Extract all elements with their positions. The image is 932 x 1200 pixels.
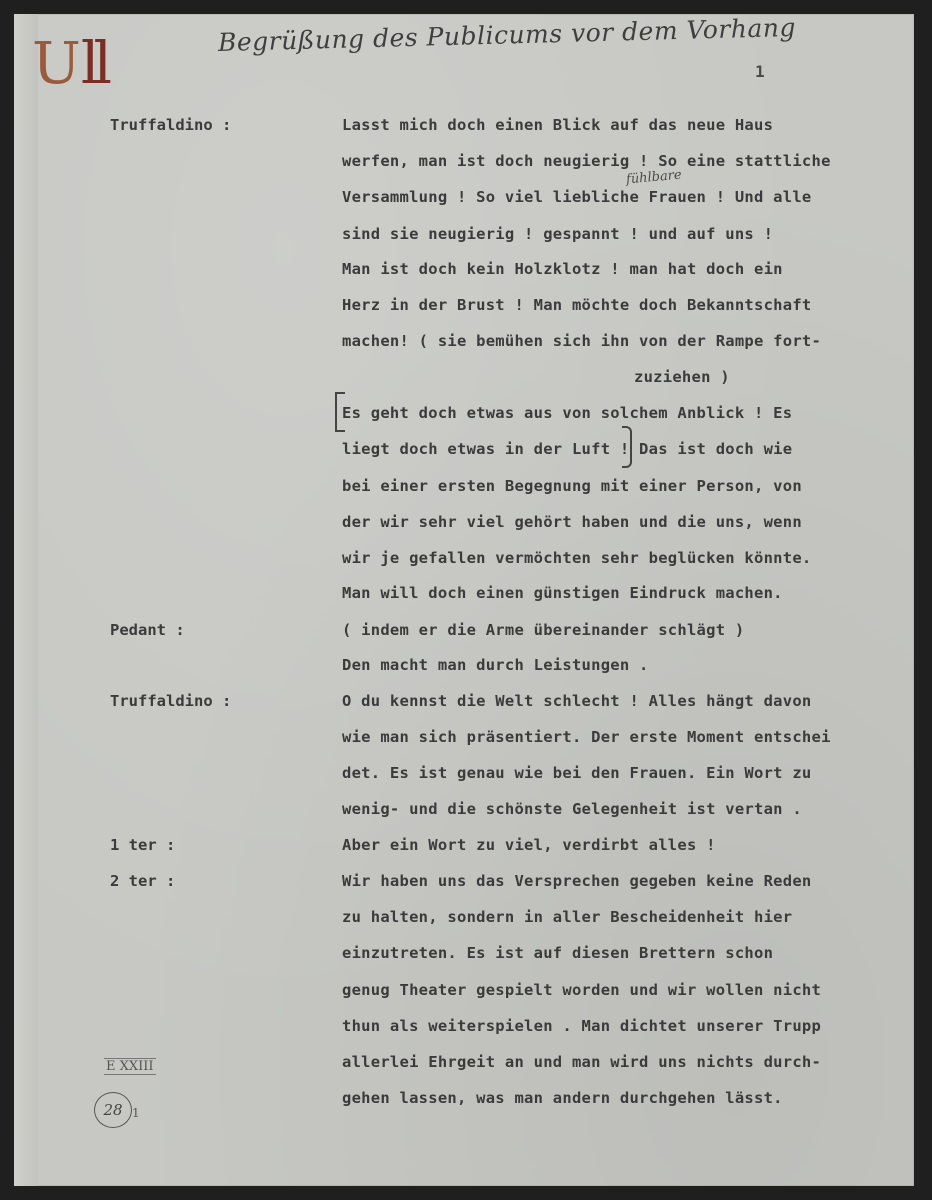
script-line <box>0 800 932 830</box>
script-line <box>0 692 932 722</box>
script-line <box>0 621 932 651</box>
script-line <box>0 728 932 758</box>
dialogue-text: Den macht man durch Leistungen . <box>342 656 649 674</box>
script-line <box>0 368 932 398</box>
dialogue-text: einzutreten. Es ist auf diesen Brettern schon <box>342 944 774 962</box>
dialogue-text: det. Es ist genau wie bei den Frauen. Ein Wort zu <box>342 764 812 782</box>
dialogue-text: gehen lassen, was man andern durchgehen lässt. <box>342 1089 783 1107</box>
speaker-label: Truffaldino : <box>110 116 232 134</box>
folio-subnumber: 1 <box>132 1106 140 1120</box>
dialogue-text: Lasst mich doch einen Blick auf das neue Haus <box>342 116 774 134</box>
dialogue-text: Man will doch einen günstigen Eindruck machen. <box>342 584 783 602</box>
script-line <box>0 1089 932 1119</box>
dialogue-text: zuziehen ) <box>634 368 730 386</box>
script-line <box>0 584 932 614</box>
script-line <box>0 513 932 543</box>
script-line <box>0 944 932 974</box>
script-line <box>0 260 932 290</box>
dialogue-text: thun als weiterspielen . Man dichtet unserer Trupp <box>342 1017 822 1035</box>
script-line <box>0 188 932 218</box>
script-line <box>0 1017 932 1047</box>
margin-handwritten-mark <box>32 29 106 97</box>
script-line <box>0 477 932 507</box>
script-line <box>0 549 932 579</box>
dialogue-text: Es geht doch etwas aus von solchem Anblick ! Es <box>342 404 793 422</box>
interlinear-correction: fühlbare <box>625 167 683 188</box>
script-line <box>0 440 932 470</box>
margin-mark-bars: ll <box>80 29 106 97</box>
dialogue-text: wie man sich präsentiert. Der erste Moment entschei <box>342 728 831 746</box>
dialogue-text: Man ist doch kein Holzklotz ! man hat doch ein <box>342 260 783 278</box>
script-line <box>0 332 932 362</box>
dialogue-text: Aber ein Wort zu viel, verdirbt alles ! <box>342 836 716 854</box>
script-line <box>0 225 932 255</box>
script-line <box>0 981 932 1011</box>
dialogue-text: der wir sehr viel gehört haben und die uns, wenn <box>342 513 802 531</box>
dialogue-text: bei einer ersten Begegnung mit einer Person, von <box>342 477 802 495</box>
dialogue-text: Versammlung ! So viel liebliche Frauen ! Und alle <box>342 188 812 206</box>
folio-number-circle: 28 <box>94 1092 132 1128</box>
dialogue-text: genug Theater gespielt worden und wir wollen nicht <box>342 981 822 999</box>
script-line <box>0 152 932 182</box>
dialogue-text: liegt doch etwas in der Luft ! Das ist doch wie <box>342 440 793 458</box>
script-line <box>0 404 932 434</box>
script-line <box>0 872 932 902</box>
dialogue-text: Wir haben uns das Versprechen gegeben keine Reden <box>342 872 812 890</box>
script-line <box>0 764 932 794</box>
page-number: 1 <box>755 62 765 81</box>
archive-signature: E XXIII <box>106 1059 154 1074</box>
dialogue-text: wenig- und die schönste Gelegenheit ist vertan . <box>342 800 802 818</box>
handwritten-title: Begrüßung des Publicums vor dem Vorhang <box>217 12 797 57</box>
dialogue-text: allerlei Ehrgeit an und man wird uns nichts durch- <box>342 1053 822 1071</box>
dialogue-text: machen! ( sie bemühen sich ihn von der Rampe fort- <box>342 332 822 350</box>
script-line <box>0 908 932 938</box>
speaker-label: 2 ter : <box>110 872 176 890</box>
dialogue-text: sind sie neugierig ! gespannt ! und auf uns ! <box>342 225 774 243</box>
dialogue-text: Herz in der Brust ! Man möchte doch Bekanntschaft <box>342 296 812 314</box>
margin-mark-u: U <box>32 29 81 97</box>
dialogue-text: ( indem er die Arme übereinander schlägt ) <box>342 621 745 639</box>
speaker-label: Pedant : <box>110 621 185 639</box>
left-bracket-mark <box>335 392 345 432</box>
dialogue-text: werfen, man ist doch neugierig ! So eine stattliche <box>342 152 831 170</box>
speaker-label: Truffaldino : <box>110 692 232 710</box>
dialogue-text: wir je gefallen vermöchten sehr beglücken könnte. <box>342 549 812 567</box>
script-line <box>0 296 932 326</box>
script-line <box>0 116 932 146</box>
script-line <box>0 836 932 866</box>
speaker-label: 1 ter : <box>110 836 176 854</box>
dialogue-text: zu halten, sondern in aller Bescheidenheit hier <box>342 908 793 926</box>
right-bracket-mark <box>622 426 632 468</box>
dialogue-text: O du kennst die Welt schlecht ! Alles hängt davon <box>342 692 812 710</box>
script-line <box>0 656 932 686</box>
